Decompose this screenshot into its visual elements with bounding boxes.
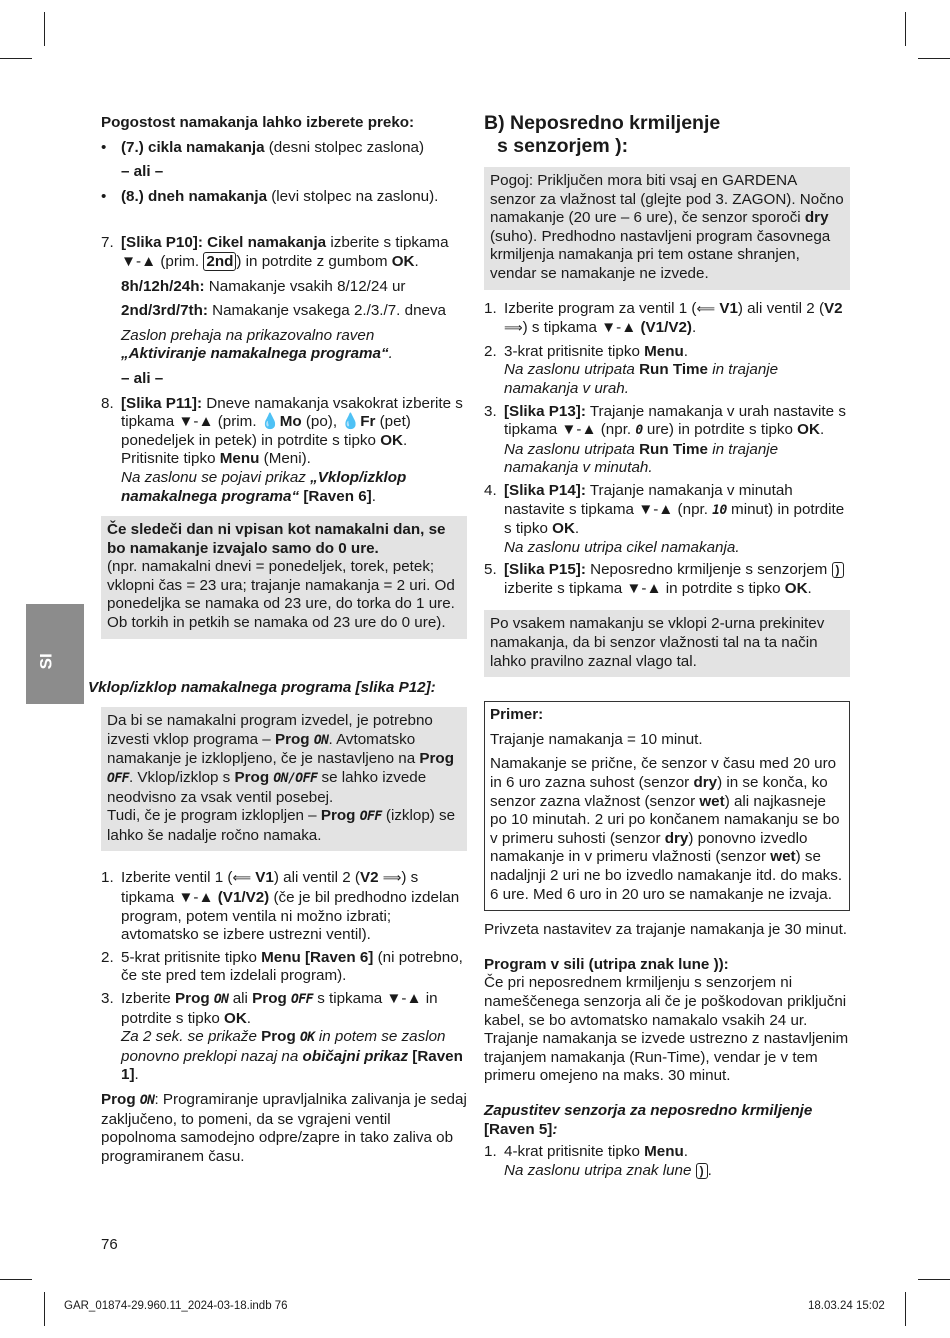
prog-on-note: Prog ON: Programiranje upravljalnika zalivanja je sedaj zaključeno, to pomeni, da se vgrajeni ventil popolnoma samodejno odpre/zapre in tako zaliva ob programiranem času. <box>101 1090 467 1165</box>
section-title: B) Neposredno krmiljenje <box>484 112 721 134</box>
footer-file: GAR_01874-29.960.11_2024-03-18.indb 76 <box>64 1300 288 1312</box>
crop-mark <box>905 12 906 46</box>
or-divider: – ali – <box>121 163 164 181</box>
exit-heading: Zapustitev senzorja za neposredno krmiljenje [Raven 5]: <box>484 1101 813 1138</box>
emergency-text: Če pri neposrednem krmiljenju s senzorjem ni nameščenega senzorja ali če je poškodovan priključni kabel, se bo avtomatsko namakalo vsakih 24 ur. Trajanje namakanja se izvede ustrezno z nastavljenim trajanjem namakanja (Run-Time), vendar je v tem primeru omejeno na maks. 30 minut. <box>484 974 849 1085</box>
or-divider: – ali – <box>121 369 164 387</box>
moon-icon: ) <box>615 135 622 157</box>
language-tab-label: SI <box>36 653 56 670</box>
drop-icon: 💧 <box>260 413 280 431</box>
moon-icon: ) <box>832 562 844 578</box>
footer-date: 18.03.24 15:02 <box>808 1300 885 1312</box>
page-number: 76 <box>101 1236 118 1253</box>
step-1: 1. 4-krat pritisnite tipko Menu. Na zaslonu utripa znak lune ) . <box>484 1143 712 1179</box>
step-7: 7. [Slika P10]: Cikel namakanja izberite s tipkama ▼-▲ (prim. 2nd ) in potrdite z gumbom OK. 8h/12h/24h: Namakanje vsakih 8/12/24 ur 2nd/3rd/7th: Namakanje vsakega 2./3./7. dneva Zaslon prehaja na prikazovalno raven „Aktiviranje namakalnega programa“. – ali – <box>101 234 467 388</box>
moon-icon: ) <box>713 955 719 973</box>
section-heading: Vklop/izklop namakalnega programa [slika P12]: <box>88 678 436 696</box>
step-4: 4. [Slika P14]: Trajanje namakanja v minutah nastavite s tipkama ▼-▲ (npr. 10 minut) in potrdite s tipko OK. Na zaslonu utripa cikel namakanja. <box>484 481 845 556</box>
drop-icon: 💧 <box>341 413 361 431</box>
note-box: Da bi se namakalni program izvedel, je potrebno izvesti vklop programa – Prog ON. Avtomatsko namakanje je izklopljeno, če je nastavljeno na Prog OFF. Vklop/izklop s Prog ON/OFF se lahko izvede neodvisno za vsak ventil posebej. Tudi, če je program izklopljen – Prog OFF (izklop) se lahko še nadalje ročno namaka. <box>101 707 467 851</box>
arrow-right-icon: ⟹ <box>504 321 523 337</box>
right-column <box>484 112 850 1180</box>
key-2nd: 2nd <box>203 252 236 271</box>
note-box: Če sledeči dan ni vpisan kot namakalni dan, se bo namakanje izvajalo samo do 0 ure. (npr. namakalni dnevi = ponedeljek, torek, petek; vklopni čas = 23 ura; trajanje namakanja = 2 uri. Od ponedeljka se namaka od 23 ure, do torka do 1 ure. Ob torkih in petkih se namaka od 23 ure do 0 ure). <box>101 516 467 639</box>
bullet-dot: • <box>101 187 107 205</box>
step-3: 3. [Slika P13]: Trajanje namakanja v urah nastavite s tipkama ▼-▲ (npr. 0 ure) in potrdite s tipko OK. Na zaslonu utripata Run Time in trajanje namakanja v minutah. <box>484 402 846 477</box>
display-note: Zaslon prehaja na prikazovalno raven „Aktiviranje namakalnega programa“. <box>121 326 393 363</box>
step-5: 5. [Slika P15]: Neposredno krmiljenje s senzorjem ) izberite s tipkama ▼-▲ in potrdite s tipko OK. <box>484 561 850 598</box>
frequency-heading: Pogostost namakanja lahko izberete preko: <box>101 114 415 131</box>
bullet-item: • (7.) cikla namakanja (desni stolpec zaslona) <box>101 138 425 156</box>
option-line: 8h/12h/24h: Namakanje vsakih 8/12/24 ur <box>121 277 406 295</box>
section-title-line2: s senzorjem ): <box>497 135 629 157</box>
arrow-left-icon: ⟸ <box>232 871 252 887</box>
crop-mark <box>918 58 950 59</box>
crop-mark <box>0 58 32 59</box>
step-8: 8. [Slika P11]: Dneve namakanja vsakokrat izberite s tipkama ▼-▲ (prim. 💧Mo (po), 💧Fr (pet) ponedeljek in petek) in potrdite s tipko OK. Pritisnite tipko Menu (Meni). Na zaslonu se pojavi prikaz „Vklop/izklop namakalnega programa“ [Raven 6]. <box>101 394 463 505</box>
step-3: 3. Izberite Prog ON ali Prog OFF s tipkama ▼-▲ in potrdite s tipko OK. Za 2 sek. se prikaže Prog OK in potem se zaslon ponovno preklopi nazaj na običajni prikaz [Raven 1]. <box>101 989 463 1084</box>
step-2: 2. 5-krat pritisnite tipko Menu [Raven 6] (ni potrebno, če ste pred tem izdelali program). <box>101 948 463 985</box>
example-box: Primer: Trajanje namakanja = 10 minut. Namakanje se prične, če senzor v času med 20 uro in 6 uro zazna suhost (senzor dry) in se konča, ko senzor zazna vlažnost (senzor wet) ali najkasneje po 10 minutah. 2 uri po končanem namakanju se bo v primeru suhosti (senzor dry) ponovno izvedlo namakanje in v primeru vlažnosti (senzor wet) se nadaljnji 2 uri ne bo izvedlo namakanje itd. do maks. 6 ure. Med 6 uro in 20 uro se namakanje ne izvaja. <box>484 701 850 911</box>
crop-mark <box>44 12 45 46</box>
default-setting: Privzeta nastavitev za trajanje namakanja je 30 minut. <box>484 921 848 939</box>
step-1: 1. Izberite ventil 1 (⟸ V1) ali ventil 2 (V2 ⟹) s tipkama ▼-▲ (V1/V2) (če je bil predhodno izdelan program, potem ventila ni možno izbrati; avtomatsko se izbere ustrezni ventil). <box>101 869 460 944</box>
example-text: Namakanje se prične, če senzor v času med 20 uro in 6 uro zazna suhost (senzor dry) in se konča, ko senzor zazna vlažnost (senzor wet) ali najkasneje po 10 minutah. 2 uri po končanem namakanju se bo v primeru suhosti (senzor dry) ponovno izvedlo namakanje in v primeru vlažnosti (senzor wet) se nadaljnji 2 uri ne bo izvedlo namakanje itd. do maks. 6 ure. Med 6 uro in 20 uro se namakanje ne izvaja. <box>490 755 843 903</box>
crop-mark <box>0 1279 32 1280</box>
note-box: Po vsakem namakanju se vklopi 2-urna prekinitev namakanja, da bi senzor vlažnosti tal na ta način lahko pravilno zaznal vlago tal. <box>484 610 850 677</box>
crop-mark <box>918 1279 950 1280</box>
moon-icon: ) <box>696 1163 708 1179</box>
crop-mark <box>44 1292 45 1326</box>
crop-mark <box>905 1292 906 1326</box>
bullet-dot: • <box>101 138 107 156</box>
bullet-item: • (8.) dneh namakanja (levi stolpec na zaslonu). <box>101 187 439 205</box>
condition-box: Pogoj: Priključen mora biti vsaj en GARDENA senzor za vlažnost tal (glejte pod 3. ZAGON). Nočno namakanje (20 ure – 6 ure), če senzor sporoči dry (suho). Predhodno nastavljeni program časovnega krmiljenja namakanja pri tem ostane shranjen, vendar se namakanje ne izvede. <box>484 167 850 290</box>
language-tab <box>26 604 84 704</box>
arrow-left-icon: ⟸ <box>696 301 716 317</box>
example-title: Primer: <box>490 706 544 724</box>
step-1: 1. Izberite program za ventil 1 (⟸ V1) ali ventil 2 (V2 ⟹) s tipkama ▼-▲ (V1/V2). <box>484 299 843 337</box>
left-column <box>88 112 467 1166</box>
arrow-right-icon: ⟹ <box>382 871 402 887</box>
emergency-heading: Program v sili (utripa znak lune )): <box>484 955 729 973</box>
step-2: 2. 3-krat pritisnite tipko Menu. Na zaslonu utripata Run Time in trajanje namakanja v urah. <box>484 342 779 397</box>
option-line: 2nd/3rd/7th: Namakanje vsakega 2./3./7. dneva <box>121 302 447 320</box>
